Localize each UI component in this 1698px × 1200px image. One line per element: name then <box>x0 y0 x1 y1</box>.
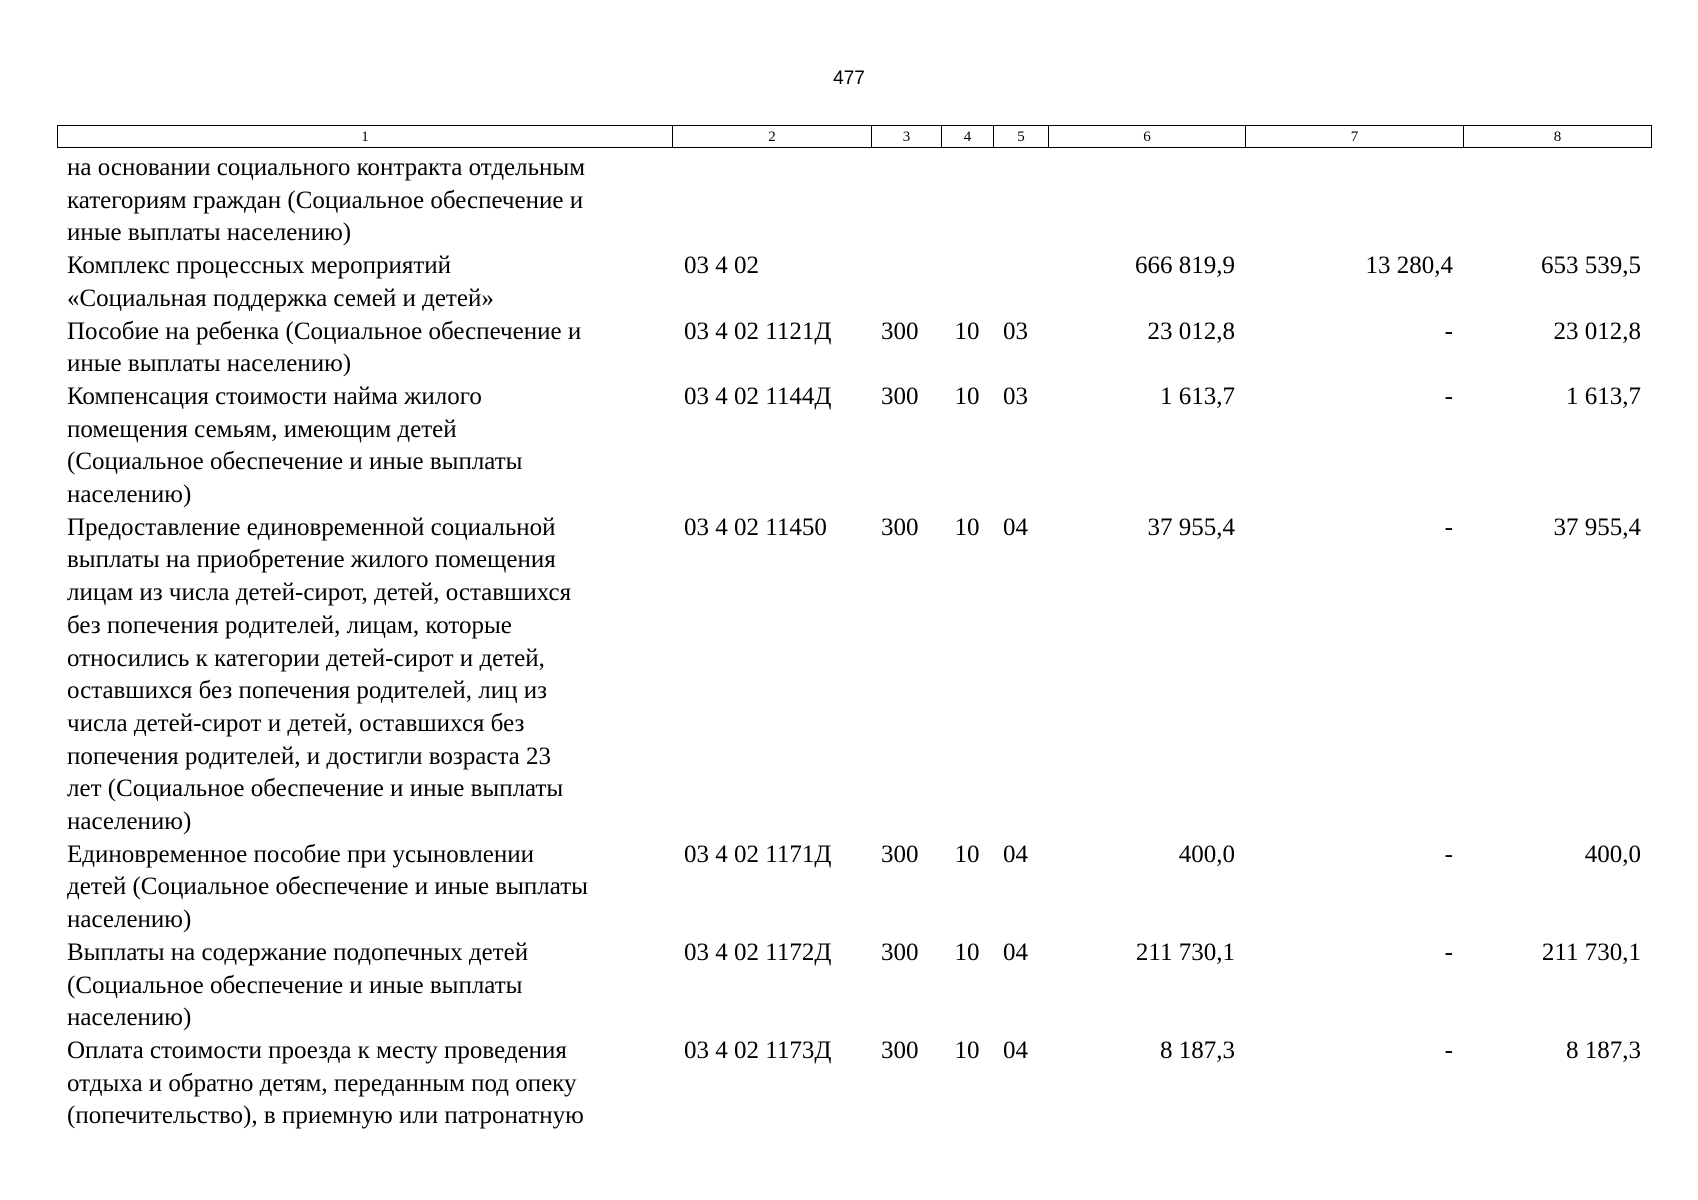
row-amount-federal: - <box>1444 382 1453 410</box>
row-expense-type: 300 <box>881 938 919 966</box>
row-description <box>57 381 672 512</box>
row-expense-type: 300 <box>881 317 919 345</box>
description-line: Оплата стоимости проезда к месту проведения <box>67 1036 567 1064</box>
row-amount-total: 1 613,7 <box>1160 382 1235 410</box>
row-code <box>672 152 871 250</box>
table-row <box>57 250 1651 315</box>
row-expense-type: 300 <box>881 1036 919 1064</box>
description-line: на основании социального контракта отдельным <box>67 154 586 181</box>
row-amount-total <box>1048 152 1245 250</box>
row-subsection: 03 <box>1003 317 1028 345</box>
table-row <box>57 381 1651 512</box>
description-line: Единовременное пособие при усыновлении <box>67 840 534 868</box>
row-amount-federal: - <box>1444 513 1453 541</box>
column-header-2: 2 <box>673 126 872 148</box>
row-section: 10 <box>954 938 980 966</box>
row-description <box>57 152 672 250</box>
row-amount-federal: - <box>1444 1036 1453 1064</box>
row-expense-type <box>871 152 941 250</box>
row-subsection: 04 <box>1003 840 1028 868</box>
row-subsection <box>993 152 1048 250</box>
description-line: Предоставление единовременной социальной <box>67 513 556 541</box>
description-line: (Социальное обеспечение и иные выплаты <box>67 971 523 999</box>
row-section <box>941 250 993 315</box>
column-header-4: 4 <box>942 126 994 148</box>
row-description <box>57 512 672 839</box>
row-amount-regional: 37 955,4 <box>1553 513 1641 541</box>
row-expense-type <box>871 250 941 315</box>
column-header-8: 8 <box>1464 126 1652 148</box>
row-description <box>57 1035 672 1133</box>
row-amount-total: 211 730,1 <box>1135 938 1235 966</box>
row-amount-regional: 23 012,8 <box>1553 317 1641 345</box>
row-amount-regional: 211 730,1 <box>1541 938 1641 966</box>
description-line: без попечения родителей, лицам, которые <box>67 611 512 639</box>
row-code: 03 4 02 1173Д <box>684 1036 832 1064</box>
row-code: 03 4 02 1172Д <box>684 938 832 966</box>
column-header-6: 6 <box>1049 126 1246 148</box>
row-expense-type: 300 <box>881 382 919 410</box>
description-line: выплаты на приобретение жилого помещения <box>67 546 556 574</box>
row-subsection <box>993 250 1048 315</box>
row-amount-federal: - <box>1444 317 1453 345</box>
row-section <box>941 152 993 250</box>
row-amount-total: 37 955,4 <box>1147 513 1235 541</box>
row-amount-regional: 653 539,5 <box>1541 252 1641 280</box>
column-header-3: 3 <box>872 126 942 148</box>
description-line: населению) <box>67 481 192 509</box>
row-expense-type: 300 <box>881 513 919 541</box>
page-number: 477 <box>833 68 865 89</box>
row-amount-regional: 1 613,7 <box>1566 382 1641 410</box>
budget-table <box>57 152 1651 1133</box>
description-line: категориям граждан (Социальное обеспечение и <box>67 186 584 214</box>
row-expense-type: 300 <box>881 840 919 868</box>
description-line: «Социальная поддержка семей и детей» <box>67 284 494 312</box>
table-row <box>57 937 1651 1035</box>
row-section: 10 <box>954 1036 980 1064</box>
row-code: 03 4 02 1171Д <box>684 840 832 868</box>
description-line: (попечительство), в приемную или патронатную <box>67 1102 584 1130</box>
row-amount-total: 400,0 <box>1178 840 1235 868</box>
description-line: населению) <box>67 906 192 934</box>
row-amount-total: 23 012,8 <box>1147 317 1235 345</box>
table-row <box>57 1035 1651 1133</box>
description-line: Компенсация стоимости найма жилого <box>67 382 482 410</box>
table-row <box>57 839 1651 937</box>
row-amount-regional: 400,0 <box>1584 840 1641 868</box>
row-amount-regional: 8 187,3 <box>1566 1036 1641 1064</box>
description-line: отдыха и обратно детям, переданным под опеку <box>67 1069 577 1097</box>
row-section: 10 <box>954 840 980 868</box>
table-row <box>57 316 1651 381</box>
description-line: детей (Социальное обеспечение и иные выплаты <box>67 873 588 901</box>
row-description <box>57 250 672 315</box>
row-amount-regional <box>1463 152 1651 250</box>
row-code: 03 4 02 <box>684 252 759 280</box>
row-amount-federal: 13 280,4 <box>1365 252 1453 280</box>
row-amount-total: 666 819,9 <box>1135 252 1235 280</box>
description-line: Комплекс процессных мероприятий <box>67 252 452 280</box>
row-section: 10 <box>954 317 980 345</box>
column-header-1: 1 <box>58 126 673 148</box>
row-description <box>57 316 672 381</box>
description-line: попечения родителей, и достигли возраста 23 <box>67 742 551 770</box>
description-line: помещения семьям, имеющим детей <box>67 415 457 443</box>
table-row <box>57 152 1651 250</box>
row-amount-federal <box>1245 152 1463 250</box>
row-subsection: 04 <box>1003 1036 1028 1064</box>
column-header-5: 5 <box>994 126 1049 148</box>
row-subsection: 03 <box>1003 382 1028 410</box>
description-line: относились к категории детей-сирот и детей, <box>67 644 545 672</box>
description-line: Пособие на ребенка (Социальное обеспечение и <box>67 317 582 345</box>
row-subsection: 04 <box>1003 513 1028 541</box>
description-line: населению) <box>67 808 192 836</box>
row-description <box>57 937 672 1035</box>
description-line: (Социальное обеспечение и иные выплаты <box>67 448 523 476</box>
description-line: оставшихся без попечения родителей, лиц из <box>67 677 548 705</box>
description-line: числа детей-сирот и детей, оставшихся без <box>67 709 525 737</box>
row-section: 10 <box>954 513 980 541</box>
row-subsection: 04 <box>1003 938 1028 966</box>
description-line: Выплаты на содержание подопечных детей <box>67 938 529 966</box>
budget-table-body <box>57 152 1651 1133</box>
row-amount-federal: - <box>1444 938 1453 966</box>
row-amount-federal: - <box>1444 840 1453 868</box>
description-line: иные выплаты населению) <box>67 350 352 378</box>
column-header-7: 7 <box>1246 126 1464 148</box>
description-line: лицам из числа детей-сирот, детей, оставшихся <box>67 579 572 607</box>
row-code: 03 4 02 1121Д <box>684 317 832 345</box>
description-line: иные выплаты населению) <box>67 219 352 247</box>
row-code: 03 4 02 1144Д <box>684 382 832 410</box>
table-row <box>57 512 1651 839</box>
row-section: 10 <box>954 382 980 410</box>
description-line: населению) <box>67 1004 192 1032</box>
row-code: 03 4 02 11450 <box>684 513 827 541</box>
row-amount-total: 8 187,3 <box>1160 1036 1235 1064</box>
description-line: лет (Социальное обеспечение и иные выплаты <box>67 775 564 803</box>
column-number-header <box>57 125 1652 148</box>
row-description <box>57 839 672 937</box>
